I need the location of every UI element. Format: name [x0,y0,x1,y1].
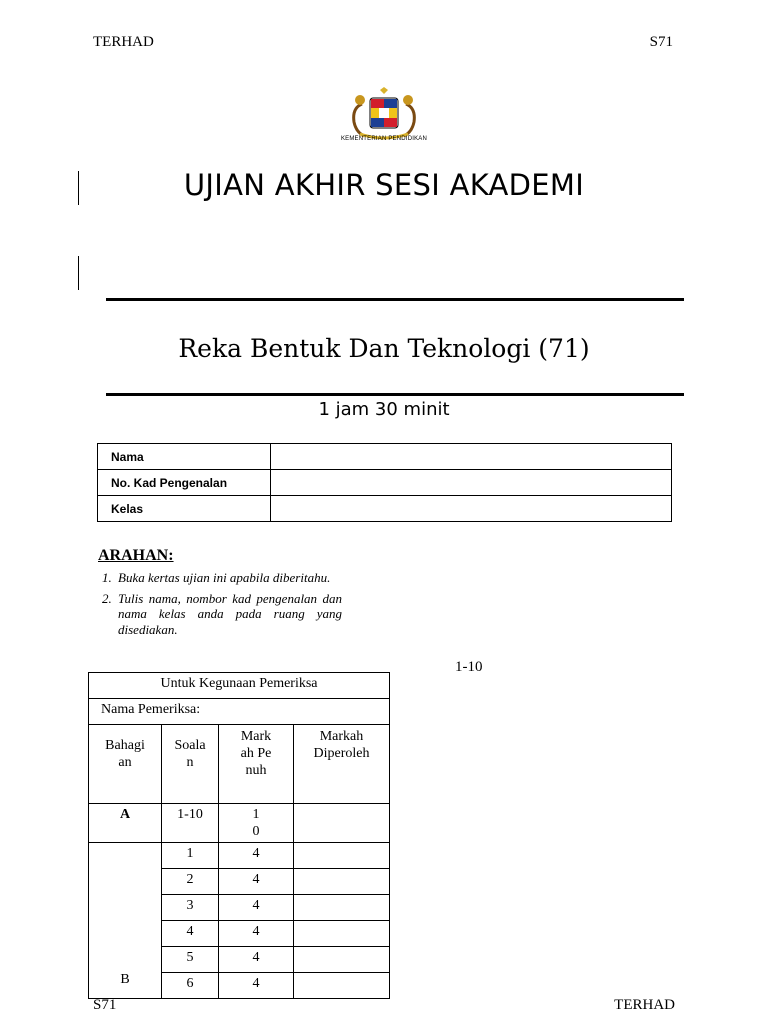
question-number: 4 [162,921,219,947]
column-header-bahagian: Bahagian [89,725,162,804]
section-a-questions: 1-10 [162,804,219,843]
question-number: 2 [162,869,219,895]
item-text: Tulis nama, nombor kad pengenalan dan nama kelas anda pada ruang yang disediakan. [118,590,342,637]
item-number: 1. [102,570,112,585]
class-label: Kelas [98,496,271,522]
document-title: UJIAN AKHIR SESI AKADEMI [183,168,585,202]
table-row [98,496,672,522]
obtained-marks-cell[interactable] [294,869,390,895]
full-marks: 4 [219,843,294,869]
ic-number-field[interactable] [271,470,672,496]
obtained-marks-cell[interactable] [294,921,390,947]
section-b-label: B [89,843,162,999]
section-a-label: A [89,804,162,843]
obtained-marks-cell[interactable] [294,947,390,973]
class-field[interactable] [271,496,672,522]
header-classification: TERHAD [93,34,154,50]
column-header-markah-diperoleh: Markah Diperoleh [294,725,390,804]
instructions-list [102,570,342,642]
item-number: 2. [102,590,112,606]
obtained-marks-cell[interactable] [294,895,390,921]
full-marks: 4 [219,921,294,947]
table-row [98,470,672,496]
section-a-full-marks: 10 [219,804,294,843]
question-number: 5 [162,947,219,973]
examiner-table [88,672,390,999]
full-marks: 4 [219,869,294,895]
question-number: 6 [162,973,219,999]
full-marks: 4 [219,947,294,973]
obtained-marks-cell[interactable] [294,843,390,869]
subject-title: Reka Bentuk Dan Teknologi (71) [178,334,590,363]
header-code: S71 [649,34,673,50]
ministry-caption: KEMENTERIAN PENDIDIKAN [340,136,428,142]
name-field[interactable] [271,444,672,470]
instructions-title: ARAHAN: [98,547,174,564]
top-rule [106,298,684,301]
list-item [102,591,342,638]
question-range-note: 1-10 [455,659,483,675]
examiner-name-label[interactable]: Nama Pemeriksa: [89,699,390,725]
question-number: 1 [162,843,219,869]
bottom-rule [106,393,684,396]
question-number: 3 [162,895,219,921]
margin-mark [78,256,79,290]
list-item [102,570,342,586]
table-row [98,444,672,470]
candidate-info-table [97,443,672,522]
ic-number-label: No. Kad Pengenalan [98,470,271,496]
exam-duration: 1 jam 30 minit [318,399,450,420]
column-header-soalan: Soalan [162,725,219,804]
section-a-obtained[interactable] [294,804,390,843]
footer-classification: TERHAD [614,997,675,1013]
examiner-heading: Untuk Kegunaan Pemeriksa [89,673,390,699]
footer-code: S71 [93,997,117,1013]
name-label: Nama [98,444,271,470]
item-text: Buka kertas ujian ini apabila diberitahu. [118,570,331,585]
full-marks: 4 [219,895,294,921]
column-header-markah-penuh: Markah Penuh [219,725,294,804]
full-marks: 4 [219,973,294,999]
obtained-marks-cell[interactable] [294,973,390,999]
